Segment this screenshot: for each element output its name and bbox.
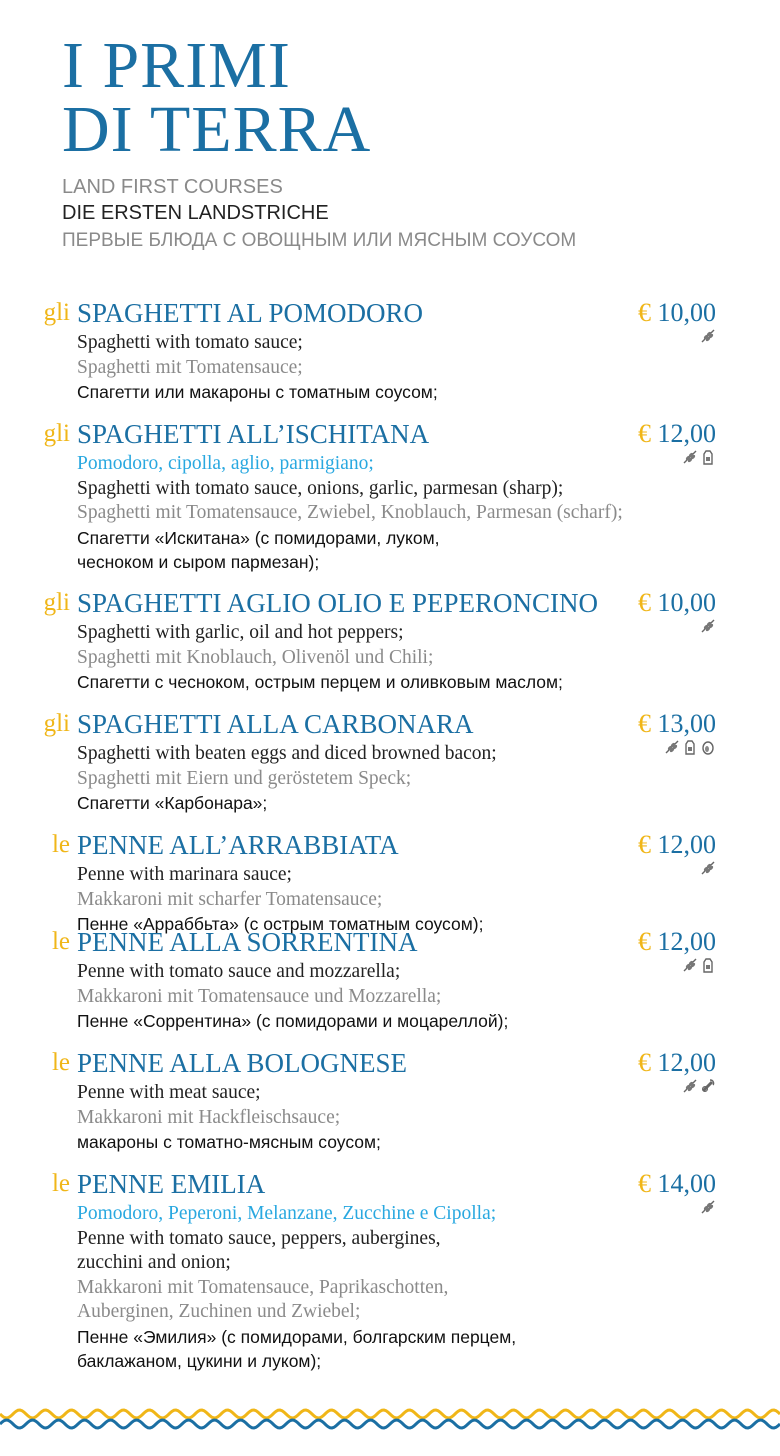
description-line-en: Penne with tomato sauce and mozzarella; <box>77 961 401 982</box>
item-article: gli <box>43 710 70 737</box>
item-description <box>77 960 717 1034</box>
description-line-en: Spaghetti with garlic, oil and hot peppers; <box>77 622 404 643</box>
item-article: gli <box>43 299 70 326</box>
item-article: le <box>51 1170 70 1197</box>
description-line-it: Pomodoro, Peperoni, Melanzane, Zucchine e Cipolla; <box>77 1203 497 1224</box>
description-line-ru: Спагетти «Искитана» (с помидорами, луком, <box>77 527 440 548</box>
description-line-ru: Пенне «Арраббьта» (с острым томатным соусом); <box>77 914 484 934</box>
description-line-de: Makkaroni mit Tomatensauce und Mozzarella; <box>77 985 442 1007</box>
item-name: SPAGHETTI AL POMODORO <box>77 298 424 328</box>
description-line-en: Penne with marinara sauce; <box>77 864 292 885</box>
description-line-de: Makkaroni mit Hackfleischsauce; <box>77 1106 341 1128</box>
description-line-de: Auberginen, Zuchinen und Zwiebel; <box>77 1301 361 1322</box>
description-line-ru: Пенне «Соррентина» (с помидорами и моцареллой); <box>77 1011 509 1031</box>
currency-symbol: € <box>638 298 651 327</box>
item-article: gli <box>43 589 70 616</box>
currency-symbol: € <box>638 588 651 617</box>
wave-blue <box>0 1420 780 1428</box>
item-price <box>638 830 716 860</box>
description-line-ru: Пенне «Эмилия» (с помидорами, болгарским перцем, <box>77 1326 517 1347</box>
price-value: 12,00 <box>657 1048 716 1077</box>
price-value: 14,00 <box>657 1169 716 1198</box>
description-line-ru: макароны с томатно-мясным соусом; <box>77 1132 381 1152</box>
subtitle-ru: ПЕРВЫЕ БЛЮДА С ОВОЩНЫМ ИЛИ МЯСНЫМ СОУСОМ <box>62 230 577 251</box>
page-title <box>62 29 576 166</box>
title-line-2: DI TERRA <box>62 93 372 166</box>
currency-symbol: € <box>638 709 651 738</box>
decorative-waves <box>0 1400 780 1440</box>
item-description <box>77 1202 717 1374</box>
currency-symbol: € <box>638 927 651 956</box>
currency-symbol: € <box>638 419 651 448</box>
item-price <box>638 419 716 449</box>
description-line-ru: Спагетти с чесноком, острым перцем и оливковым маслом; <box>77 672 563 692</box>
description-line-de: Spaghetti mit Tomatensauce; <box>77 356 303 378</box>
description-line-ru: Спагетти «Карбонара»; <box>77 793 268 813</box>
subtitle-en: LAND FIRST COURSES <box>62 176 283 198</box>
item-article: le <box>51 1049 70 1076</box>
description-line-de: Makkaroni mit Tomatensauce, Paprikaschotten, <box>77 1276 449 1298</box>
title-line-1: I PRIMI <box>62 29 291 102</box>
description-line-de: Makkaroni mit scharfer Tomatensauce; <box>77 888 383 910</box>
item-name: SPAGHETTI ALL’ISCHITANA <box>77 419 430 449</box>
item-article: le <box>51 928 70 955</box>
description-line-ru: баклажаном, цукини и луком); <box>77 1351 322 1371</box>
item-name: SPAGHETTI ALLA CARBONARA <box>77 709 474 739</box>
subtitle-de: DIE ERSTEN LANDSTRICHE <box>62 202 329 224</box>
item-article: le <box>51 831 70 858</box>
item-description <box>77 452 717 575</box>
item-name: PENNE EMILIA <box>77 1169 266 1199</box>
wave-yellow <box>0 1410 780 1418</box>
description-line-en: Spaghetti with tomato sauce; <box>77 332 303 353</box>
currency-symbol: € <box>638 830 651 859</box>
item-price <box>638 588 716 618</box>
item-price <box>638 1048 716 1078</box>
item-name: PENNE ALLA SORRENTINA <box>77 927 418 957</box>
description-line-en: Penne with tomato sauce, peppers, aubergines, <box>77 1227 441 1249</box>
description-line-ru: Спагетти или макароны с томатным соусом; <box>77 382 438 402</box>
menu-header <box>62 29 577 256</box>
item-description <box>77 863 717 937</box>
price-value: 10,00 <box>657 588 716 617</box>
item-name: PENNE ALLA BOLOGNESE <box>77 1048 407 1078</box>
description-line-ru: чесноком и сыром пармезан); <box>77 552 320 572</box>
item-price <box>638 709 716 739</box>
currency-symbol: € <box>638 1048 651 1077</box>
description-line-it: Pomodoro, cipolla, aglio, parmigiano; <box>77 453 374 474</box>
item-article: gli <box>43 420 70 447</box>
description-line-de: Spaghetti mit Tomatensauce, Zwiebel, Knoblauch, Parmesan (scharf); <box>77 502 623 523</box>
item-description <box>77 621 717 695</box>
item-price <box>638 298 716 328</box>
description-line-en: Penne with meat sauce; <box>77 1082 261 1103</box>
price-value: 12,00 <box>657 927 716 956</box>
item-description <box>77 331 717 405</box>
item-description <box>77 1081 717 1155</box>
description-line-en: zucchini and onion; <box>77 1252 231 1273</box>
price-value: 12,00 <box>657 419 716 448</box>
price-value: 12,00 <box>657 830 716 859</box>
item-name: SPAGHETTI AGLIO OLIO E PEPERONCINO <box>77 588 599 618</box>
description-line-de: Spaghetti mit Eiern und geröstetem Speck; <box>77 767 412 789</box>
item-price <box>638 1169 716 1199</box>
item-name: PENNE ALL’ARRABBIATA <box>77 830 399 860</box>
currency-symbol: € <box>638 1169 651 1198</box>
item-description <box>77 742 717 816</box>
description-line-de: Spaghetti mit Knoblauch, Olivenöl und Chili; <box>77 646 434 668</box>
description-line-en: Spaghetti with tomato sauce, onions, garlic, parmesan (sharp); <box>77 477 564 499</box>
item-price <box>638 927 716 957</box>
price-value: 10,00 <box>657 298 716 327</box>
price-value: 13,00 <box>657 709 716 738</box>
description-line-en: Spaghetti with beaten eggs and diced browned bacon; <box>77 743 497 764</box>
